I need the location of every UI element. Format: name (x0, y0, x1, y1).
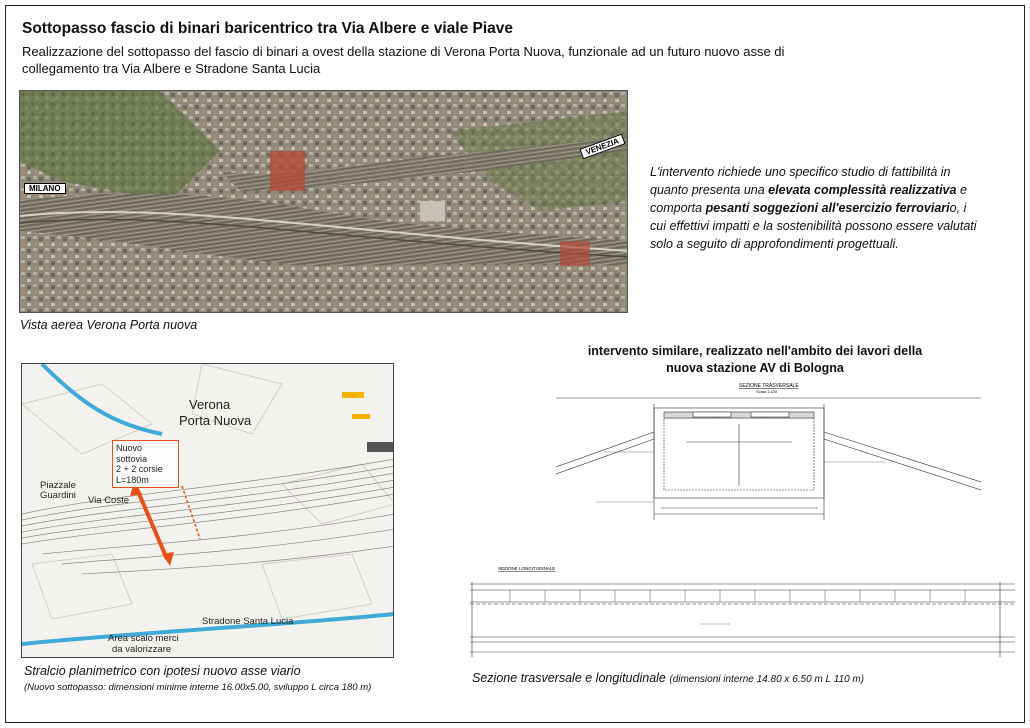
description-part-3: o, i cui effettivi impatti e la sostenibilità possono essere valutati solo a seguito di approfondimenti progettuali. (650, 201, 977, 251)
map-label-via-coste: Via Coste (88, 495, 130, 506)
map-label-area-scalo: Area scalo merci (108, 633, 179, 644)
section-scale: Scala 1:100 (756, 389, 778, 394)
sections-caption-text: Sezione trasversale e longitudinale (472, 671, 666, 685)
description-part-1: L'intervento richiede uno specifico studio di fattibilità in quanto presenta una (650, 165, 951, 197)
callout-line-2: 2 + 2 corsie (116, 464, 163, 474)
map-callout-underpass (112, 440, 179, 488)
site-plan-map (21, 363, 394, 658)
aerial-label-venezia: VENEZIA (579, 134, 625, 160)
longitudinal-heading: SEZIONE LONGITUDINALE (498, 566, 556, 571)
section-heading: SEZIONE TRASVERSALE (739, 383, 799, 389)
map-label-verona: Verona (189, 397, 231, 412)
callout-line-3: L=180m (116, 474, 149, 485)
similar-project-heading (540, 343, 970, 377)
sections-caption (472, 671, 864, 685)
similar-line-2: nuova stazione AV di Bologna (666, 361, 844, 375)
page-subtitle: Realizzazione del sottopasso del fascio di binari a ovest della stazione di Verona Porta Nuova, funzionale ad un futuro nuovo asse di collegamento tra Via Albere e Stradone Santa Lucia (22, 44, 785, 76)
similar-line-1: intervento similare, realizzato nell'ambito dei lavori della (587, 344, 923, 358)
map-label-porta-nuova: Porta Nuova (179, 413, 252, 428)
aerial-photo-graphic (20, 91, 628, 313)
description-text (650, 163, 985, 253)
description-part-2: e comporta (650, 183, 967, 215)
map-label-stradone: Stradone Santa Lucia (202, 616, 294, 627)
map-label-piazzale: Piazzale (40, 480, 76, 491)
aerial-caption: Vista aerea Verona Porta nuova (20, 318, 198, 332)
map-label-guardini: Guardini (40, 490, 76, 501)
map-caption: Stralcio planimetrico con ipotesi nuovo asse viario (24, 664, 301, 678)
aerial-label-milano: MILANO (24, 183, 66, 194)
sections-caption-note: (dimensioni interne 14.80 x 6.50 m L 110 m) (669, 674, 865, 685)
aerial-photo (19, 90, 628, 313)
description-bold-2: pesanti soggezioni all'esercizio ferroviari (705, 201, 950, 215)
map-label-valorizzare: da valorizzare (112, 644, 172, 655)
map-note: (Nuovo sottopasso: dimensioni minime interne 16.00x5.00, sviluppo L circa 180 m) (24, 682, 372, 693)
callout-line-1: Nuovo sottovia (116, 443, 148, 464)
cross-section-drawing (556, 382, 981, 530)
longitudinal-section-drawing (470, 562, 1015, 664)
page-title: Sottopasso fascio di binari baricentrico tra Via Albere e viale Piave (22, 20, 514, 37)
description-bold-1: elevata complessità realizzativa (768, 183, 957, 197)
